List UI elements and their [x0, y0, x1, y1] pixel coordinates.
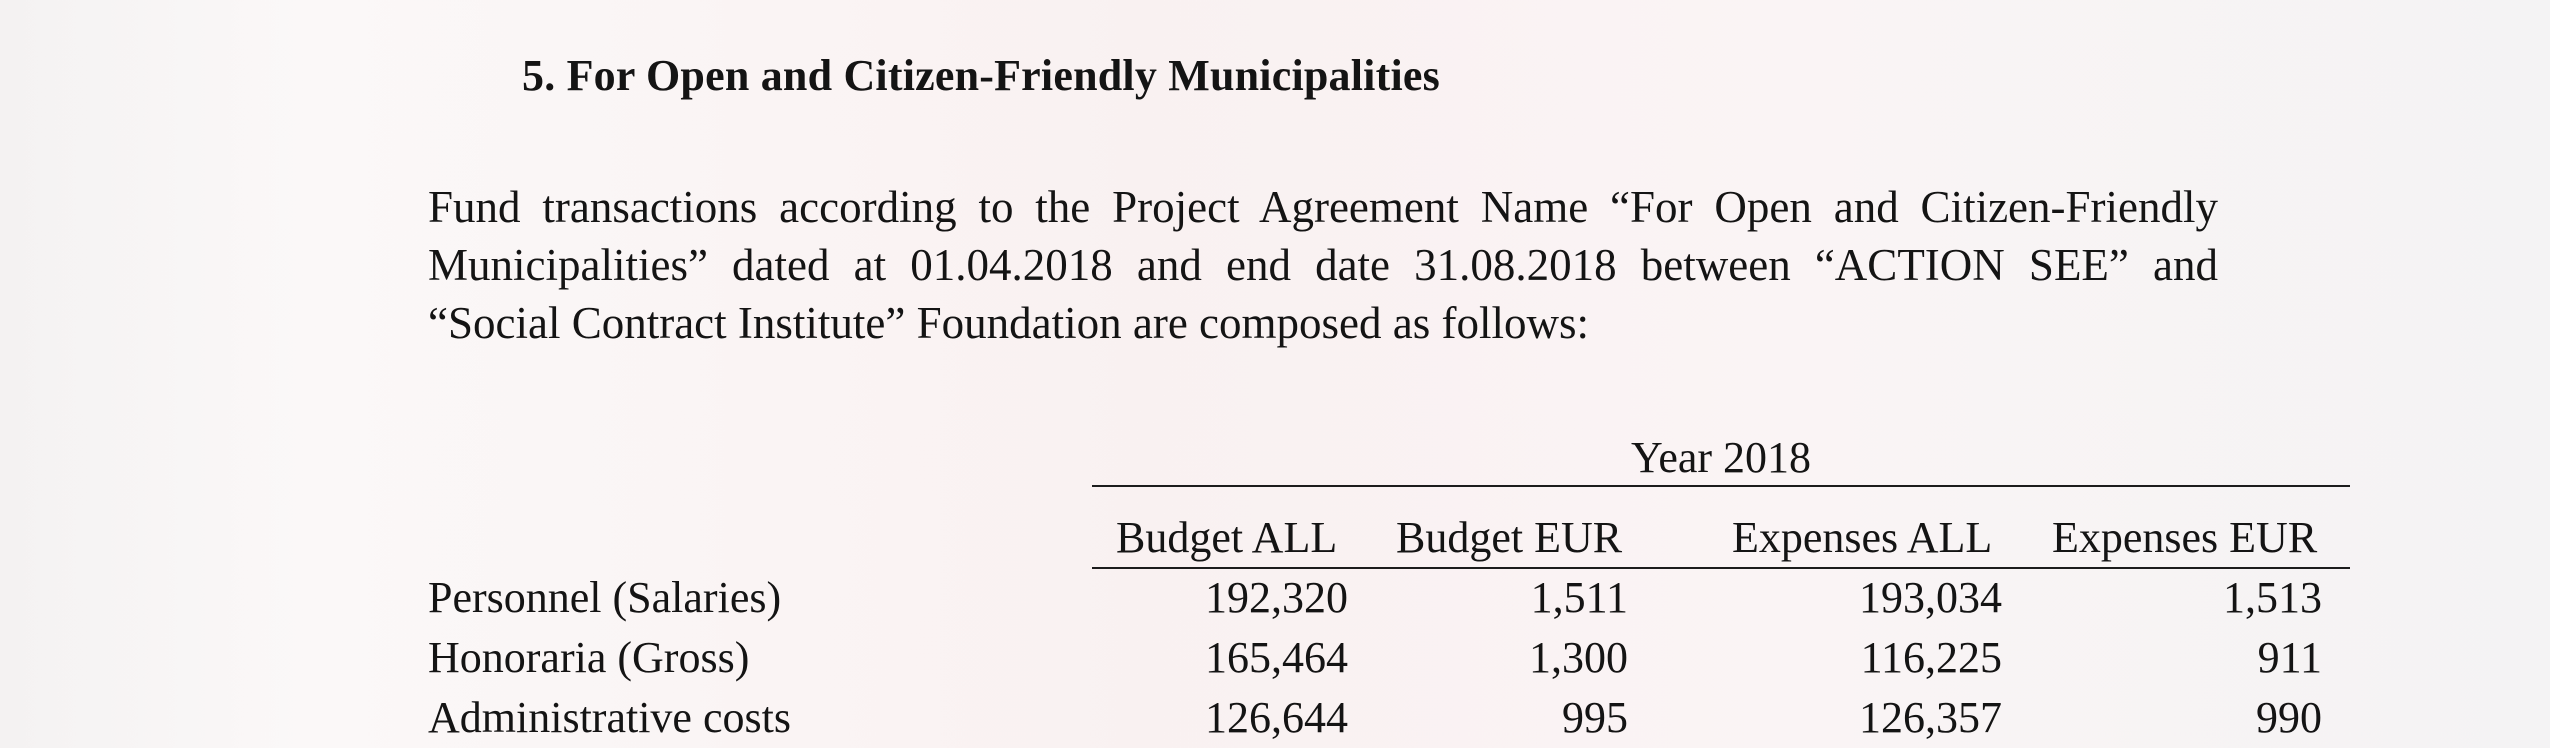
cell-budget-eur: 1,511 [1530, 573, 1628, 622]
table-group-header: Year 2018 [1630, 433, 1812, 482]
column-header-budget-eur: Budget EUR [1396, 513, 1623, 562]
cell-expenses-all: 116,225 [1860, 633, 2002, 682]
row-label: Honoraria (Gross) [428, 633, 750, 682]
table-row [0, 628, 2550, 688]
cell-expenses-all: 126,357 [1859, 693, 2002, 742]
cell-budget-all: 165,464 [1205, 633, 1348, 682]
cell-expenses-all: 193,034 [1859, 573, 2002, 622]
table-column-headers [0, 508, 2550, 568]
row-label: Personnel (Salaries) [428, 573, 782, 622]
cell-expenses-eur: 1,513 [2223, 573, 2322, 622]
row-label: Administrative costs [428, 693, 791, 742]
cell-budget-all: 126,644 [1205, 693, 1348, 742]
group-header-rule [1092, 485, 2350, 487]
cell-budget-eur: 995 [1562, 693, 1628, 742]
column-header-expenses-eur: Expenses EUR [2052, 513, 2318, 562]
column-header-expenses-all: Expenses ALL [1732, 513, 1993, 562]
cell-expenses-eur: 911 [2257, 633, 2322, 682]
cell-expenses-eur: 990 [2256, 693, 2322, 742]
table-row [0, 688, 2550, 748]
cell-budget-all: 192,320 [1205, 573, 1348, 622]
fund-transactions-paragraph: Fund transactions according to the Project Agreement Name “For Open and Citizen-Friendly Municipalities” dated at 01.04.2018 and end date 31.08.2018 between “ACTION SEE” and “Social Contract Institute” Foundation are composed as follows: [428, 182, 2218, 348]
section-heading: 5. For Open and Citizen-Friendly Municipalities [522, 51, 1440, 100]
table-row [0, 568, 2550, 628]
cell-budget-eur: 1,300 [1529, 633, 1628, 682]
table-body [0, 568, 2550, 748]
column-header-budget-all: Budget ALL [1116, 513, 1338, 562]
